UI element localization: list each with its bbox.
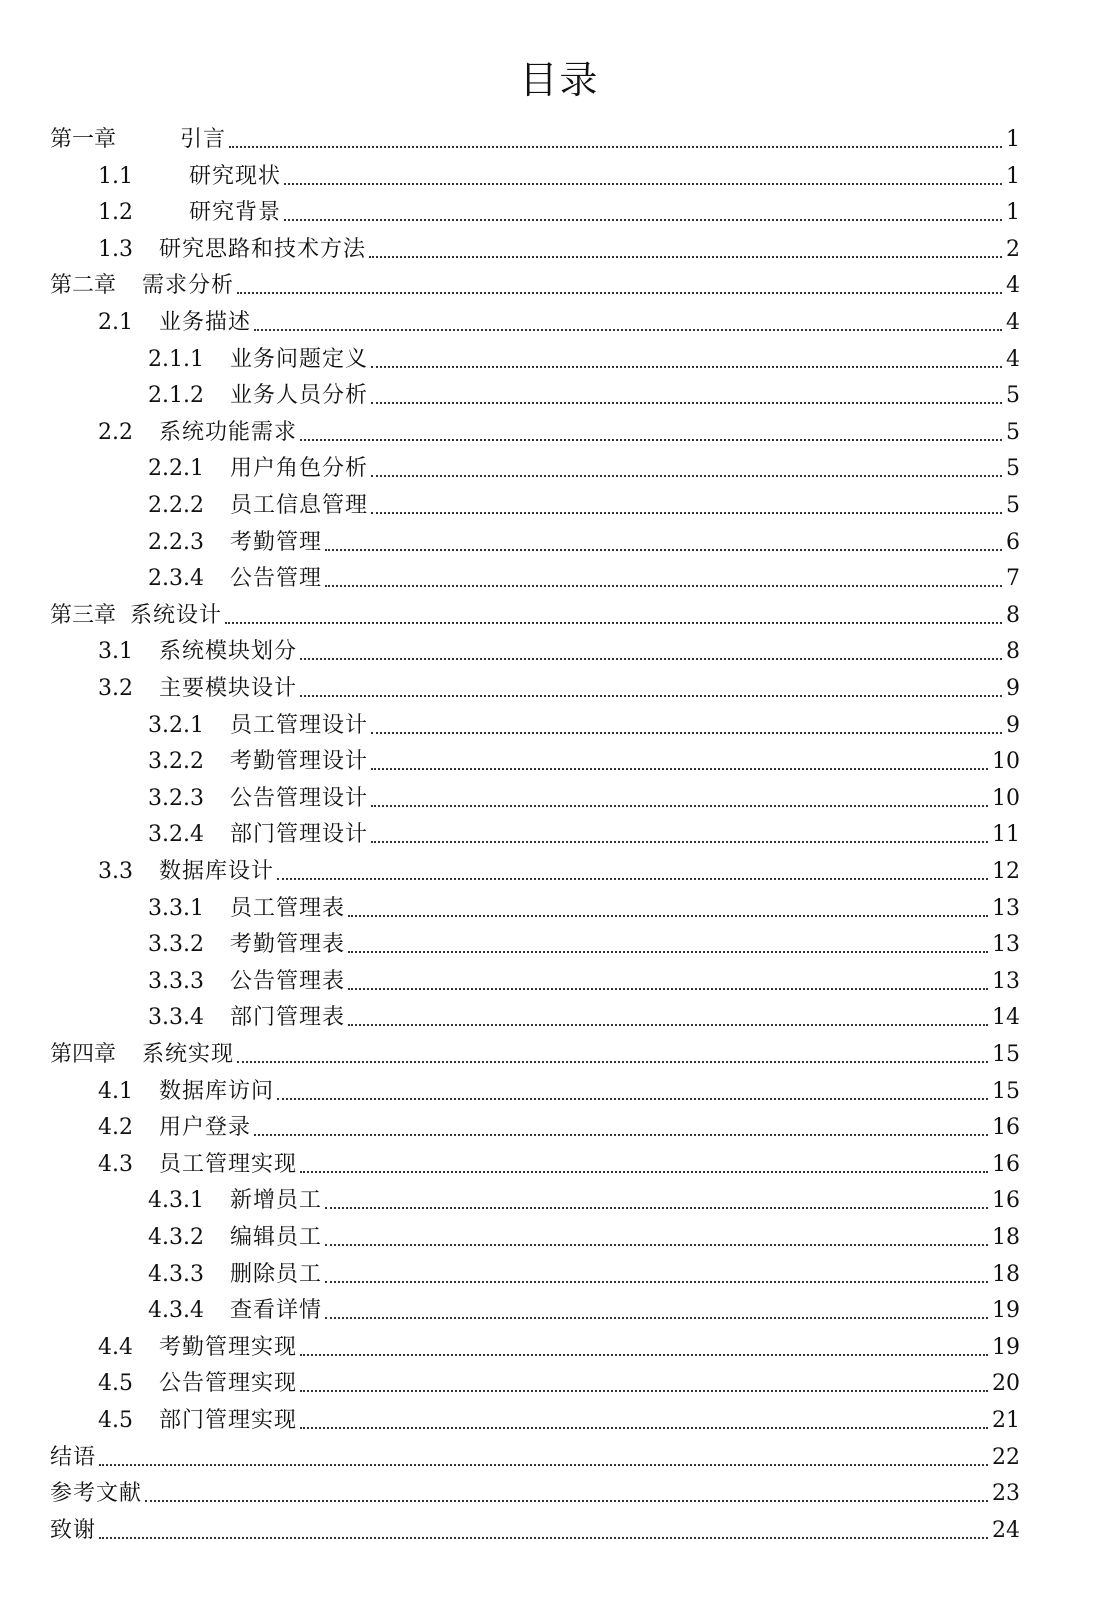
toc-entry[interactable] — [148, 1180, 1020, 1216]
toc-entry-title: 考勤管理实现 — [159, 1334, 298, 1360]
toc-entry-page: 1 — [1006, 127, 1020, 152]
toc-entry-page: 15 — [992, 1042, 1020, 1067]
toc-entry-number: 4.3.3 — [148, 1261, 204, 1287]
dot-leader — [277, 877, 988, 880]
dot-leader — [300, 1426, 988, 1429]
toc-entry-number: 第一章 — [50, 127, 117, 152]
toc-entry-title: 新增员工 — [229, 1188, 322, 1214]
toc-entry-title: 业务人员分析 — [229, 383, 368, 409]
toc-entry-title: 业务问题定义 — [229, 346, 368, 372]
toc-entry-page: 21 — [992, 1408, 1020, 1433]
toc-entry-title: 主要模块设计 — [159, 676, 298, 701]
toc-entry-title: 需求分析 — [142, 273, 235, 299]
toc-entry-page: 4 — [1006, 273, 1020, 299]
toc-entry-number: 4.1 — [98, 1078, 133, 1104]
toc-entry-number: 4.3.4 — [148, 1298, 204, 1324]
toc-entry-number: 3.2.2 — [148, 749, 204, 775]
toc-entry-page: 19 — [992, 1334, 1020, 1360]
toc-entry-title: 系统模块划分 — [159, 639, 298, 665]
toc-entry-number: 3.2 — [98, 676, 133, 701]
toc-entry[interactable] — [148, 485, 1020, 521]
dot-leader — [300, 1170, 988, 1173]
toc-entry[interactable] — [50, 1034, 1020, 1070]
toc-entry-page: 10 — [992, 785, 1020, 811]
toc-entry-title: 用户登录 — [159, 1115, 252, 1141]
toc-entry[interactable] — [98, 1107, 1020, 1143]
toc-entry-page: 4 — [1006, 310, 1020, 335]
toc-entry[interactable] — [50, 595, 1020, 631]
toc-entry-title: 员工管理实现 — [159, 1151, 298, 1177]
toc-entry-page: 7 — [1006, 566, 1020, 592]
toc-entry-number: 2.2 — [98, 419, 133, 445]
toc-entry-number: 3.2.4 — [148, 822, 204, 848]
toc-entry-number: 4.3.1 — [148, 1188, 204, 1214]
toc-entry[interactable] — [148, 705, 1020, 741]
toc-entry[interactable] — [98, 1363, 1020, 1399]
toc-entry-number: 4.3 — [98, 1151, 133, 1177]
toc-entry-title: 系统实现 — [142, 1042, 235, 1067]
toc-entry-number: 4.3.2 — [148, 1225, 204, 1250]
toc-entry-number: 3.3.3 — [148, 968, 204, 994]
toc-entry-page: 22 — [992, 1444, 1020, 1470]
toc-entry[interactable] — [148, 814, 1020, 850]
toc-entry[interactable] — [98, 1400, 1020, 1436]
toc-entry[interactable] — [148, 924, 1020, 960]
toc-entry-title: 用户角色分析 — [229, 456, 368, 482]
toc-entry-page: 16 — [992, 1115, 1020, 1141]
toc-entry[interactable] — [148, 448, 1020, 484]
toc-entry-title: 部门管理实现 — [159, 1408, 298, 1433]
dot-leader — [254, 328, 1002, 331]
toc-entry[interactable] — [98, 668, 1020, 704]
toc-entry[interactable] — [148, 1254, 1020, 1290]
toc-entry[interactable] — [98, 631, 1020, 667]
toc-entry-number: 1.1 — [98, 163, 133, 189]
toc-entry[interactable] — [148, 558, 1020, 594]
toc-entry[interactable] — [148, 741, 1020, 777]
toc-entry-number: 第四章 — [50, 1042, 117, 1067]
toc-entry[interactable] — [98, 156, 1020, 192]
dot-leader — [237, 1060, 988, 1063]
toc-entry-title: 系统功能需求 — [159, 419, 298, 445]
dot-leader — [371, 731, 1002, 734]
toc-entry-page: 5 — [1006, 419, 1020, 445]
toc-entry-title: 员工信息管理 — [229, 493, 368, 518]
toc-entry-title: 考勤管理设计 — [229, 749, 368, 775]
toc-entry-page: 2 — [1006, 236, 1020, 262]
toc-entry[interactable] — [98, 1327, 1020, 1363]
toc-entry-title: 研究现状 — [189, 163, 282, 189]
toc-entry-title: 参考文献 — [50, 1481, 143, 1507]
dot-leader — [300, 657, 1002, 660]
dot-leader — [254, 1133, 988, 1136]
toc-entry[interactable] — [98, 1071, 1020, 1107]
dot-leader — [325, 1243, 988, 1246]
toc-entry[interactable] — [50, 1437, 1020, 1473]
toc-entry-number: 2.2.1 — [148, 456, 204, 482]
dot-leader — [300, 1353, 988, 1356]
dot-leader — [99, 1536, 988, 1539]
dot-leader — [371, 767, 988, 770]
dot-leader — [348, 987, 988, 990]
toc-entry-title: 考勤管理 — [229, 529, 322, 555]
toc-entry[interactable] — [50, 1510, 1020, 1546]
dot-leader — [325, 1206, 988, 1209]
toc-entry-page: 8 — [1006, 602, 1020, 628]
dot-leader — [99, 1463, 988, 1466]
toc-entry-number: 3.2.1 — [148, 712, 204, 738]
toc-entry-title: 删除员工 — [229, 1261, 322, 1287]
toc-entry[interactable] — [148, 961, 1020, 997]
toc-entry-page: 24 — [992, 1517, 1020, 1543]
toc-entry-page: 18 — [992, 1225, 1020, 1250]
toc-entry-number: 4.5 — [98, 1408, 133, 1433]
toc-entry-title: 研究思路和技术方法 — [159, 236, 367, 262]
toc-entry-page: 18 — [992, 1261, 1020, 1287]
toc-entry-number: 2.1.2 — [148, 383, 204, 409]
toc-entry-number: 1.3 — [98, 236, 133, 262]
toc-entry[interactable] — [98, 851, 1020, 887]
dot-leader — [300, 694, 1002, 697]
toc-entry-page: 5 — [1006, 383, 1020, 409]
toc-entry-page: 9 — [1006, 712, 1020, 738]
toc-entry-page: 4 — [1006, 346, 1020, 372]
toc-entry-number: 3.1 — [98, 639, 133, 665]
toc-entry[interactable] — [148, 1217, 1020, 1253]
toc-entry[interactable] — [50, 119, 1020, 155]
toc-entry-number: 3.3 — [98, 859, 133, 884]
toc-title: 目录 — [519, 58, 600, 102]
dot-leader — [229, 145, 1002, 148]
dot-leader — [371, 401, 1002, 404]
toc-entry[interactable] — [98, 192, 1020, 228]
toc-entry-number: 2.3.4 — [148, 566, 204, 592]
toc-entry-page: 12 — [992, 859, 1020, 884]
toc-entry[interactable] — [98, 1144, 1020, 1180]
toc-entry[interactable] — [148, 1290, 1020, 1326]
toc-entry-number: 3.3.2 — [148, 932, 204, 958]
toc-entry-page: 14 — [992, 1005, 1020, 1031]
dot-leader — [369, 255, 1002, 258]
toc-entry-number: 2.1 — [98, 310, 133, 335]
toc-entry-title: 致谢 — [50, 1517, 97, 1543]
toc-entry-page: 13 — [992, 968, 1020, 994]
dot-leader — [371, 365, 1002, 368]
toc-entry-page: 5 — [1006, 456, 1020, 482]
toc-entry-number: 4.2 — [98, 1115, 133, 1141]
dot-leader — [284, 218, 1002, 221]
toc-entry-number: 3.3.1 — [148, 895, 204, 921]
dot-leader — [237, 291, 1002, 294]
toc-entry-page: 1 — [1006, 200, 1020, 226]
toc-entry-page: 15 — [992, 1078, 1020, 1104]
toc-entry-page: 6 — [1006, 529, 1020, 555]
dot-leader — [300, 1389, 988, 1392]
toc-entry-number: 3.2.3 — [148, 785, 204, 811]
toc-entry[interactable] — [148, 522, 1020, 558]
toc-entry-title: 业务描述 — [159, 310, 252, 335]
toc-entry-page: 10 — [992, 749, 1020, 775]
dot-leader — [277, 1097, 988, 1100]
dot-leader — [325, 584, 1002, 587]
toc-entry-page: 5 — [1006, 493, 1020, 518]
toc-entry[interactable] — [98, 229, 1020, 265]
toc-entry-number: 2.2.3 — [148, 529, 204, 555]
dot-leader — [371, 840, 988, 843]
toc-entry[interactable] — [98, 302, 1020, 338]
toc-entry-number: 1.2 — [98, 200, 133, 226]
dot-leader — [225, 621, 1002, 624]
toc-entry-number: 第二章 — [50, 273, 117, 299]
toc-entry-title: 编辑员工 — [229, 1225, 322, 1250]
toc-entry-title: 公告管理设计 — [229, 785, 368, 811]
toc-entry-page: 16 — [992, 1151, 1020, 1177]
toc-entry[interactable] — [50, 1473, 1020, 1509]
toc-entry-page: 23 — [992, 1481, 1020, 1507]
toc-entry-page: 8 — [1006, 639, 1020, 665]
toc-entry[interactable] — [148, 339, 1020, 375]
toc-entry-page: 1 — [1006, 163, 1020, 189]
toc-entry-number: 第三章 — [50, 602, 117, 628]
toc-entry[interactable] — [50, 265, 1020, 301]
toc-entry-page: 9 — [1006, 676, 1020, 701]
dot-leader — [325, 548, 1002, 551]
toc-entry-title: 考勤管理表 — [229, 932, 345, 958]
toc-entry-title: 查看详情 — [229, 1298, 322, 1324]
dot-leader — [284, 182, 1002, 185]
toc-entry-title: 研究背景 — [189, 200, 282, 226]
toc-entry-title: 公告管理实现 — [159, 1371, 298, 1397]
toc-entry-number: 3.3.4 — [148, 1005, 204, 1031]
dot-leader — [300, 438, 1002, 441]
toc-entry-title: 员工管理设计 — [229, 712, 368, 738]
dot-leader — [371, 511, 1002, 514]
toc-entry-title: 公告管理表 — [229, 968, 345, 994]
toc-entry-title: 引言 — [180, 127, 227, 152]
toc-entry-number: 2.1.1 — [148, 346, 204, 372]
toc-entry[interactable] — [98, 412, 1020, 448]
toc-entry-page: 19 — [992, 1298, 1020, 1324]
dot-leader — [348, 914, 988, 917]
toc-entry-number: 4.5 — [98, 1371, 133, 1397]
dot-leader — [325, 1280, 988, 1283]
toc-entry-title: 部门管理表 — [229, 1005, 345, 1031]
toc-entry-page: 20 — [992, 1371, 1020, 1397]
toc-entry-title: 员工管理表 — [229, 895, 345, 921]
toc-entry-page: 13 — [992, 895, 1020, 921]
dot-leader — [348, 950, 988, 953]
toc-entry[interactable] — [148, 888, 1020, 924]
toc-entry-title: 部门管理设计 — [229, 822, 368, 848]
toc-entry-page: 11 — [992, 822, 1020, 848]
toc-entry[interactable] — [148, 997, 1020, 1033]
toc-entry-number: 4.4 — [98, 1334, 133, 1360]
toc-entry-page: 13 — [992, 932, 1020, 958]
toc-entry-title: 结语 — [50, 1444, 97, 1470]
dot-leader — [371, 474, 1002, 477]
dot-leader — [145, 1499, 988, 1502]
toc-entry[interactable] — [148, 375, 1020, 411]
toc-entry-title: 数据库访问 — [159, 1078, 275, 1104]
toc-entry-page: 16 — [992, 1188, 1020, 1214]
toc-entry-title: 公告管理 — [229, 566, 322, 592]
toc-entry-number: 2.2.2 — [148, 493, 204, 518]
toc-entry[interactable] — [148, 778, 1020, 814]
dot-leader — [371, 804, 988, 807]
toc-entry-title: 数据库设计 — [159, 859, 275, 884]
toc-entry-title: 系统设计 — [130, 602, 223, 628]
dot-leader — [348, 1023, 988, 1026]
dot-leader — [325, 1316, 988, 1319]
